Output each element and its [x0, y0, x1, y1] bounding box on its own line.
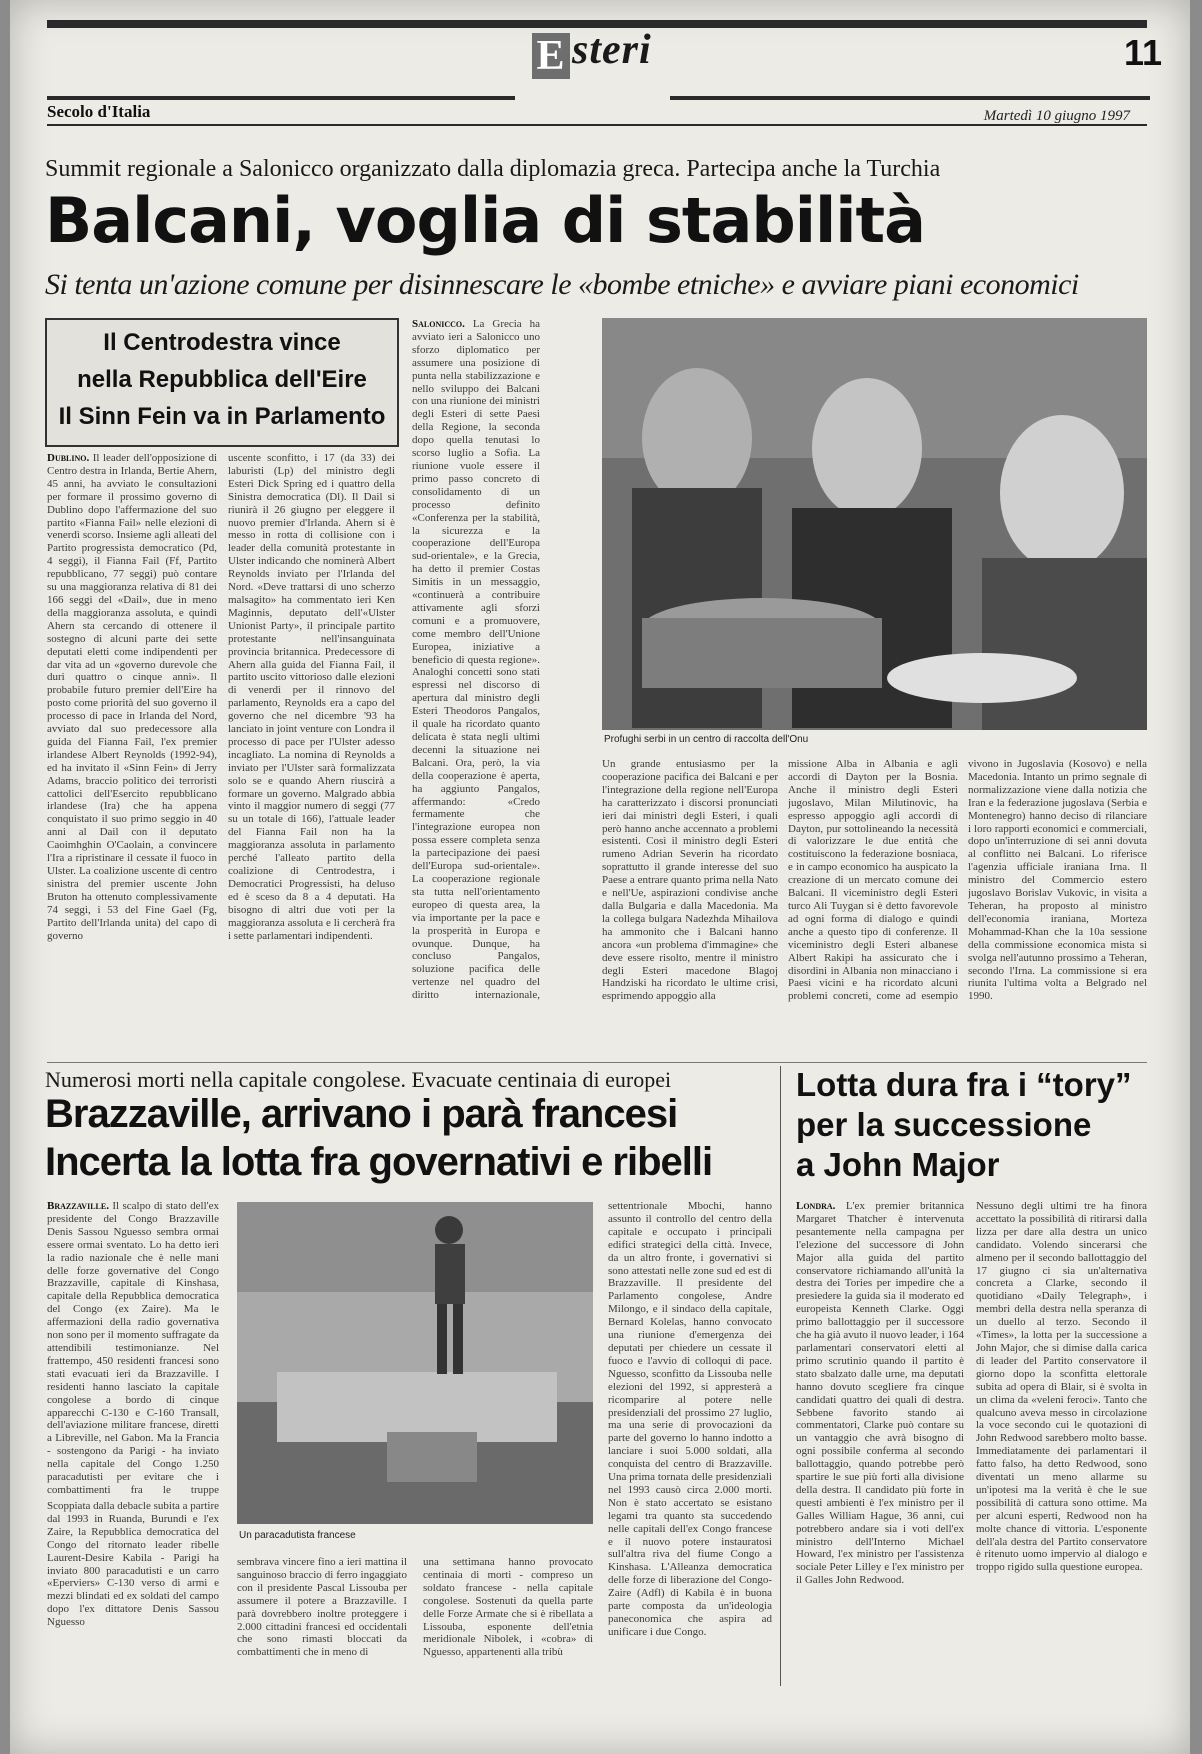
paratrooper-photo-illustration — [237, 1202, 593, 1524]
masthead-rule-right — [670, 96, 1150, 100]
congo-column-3 — [608, 1200, 772, 1688]
lead-headline: Balcani, voglia di stabilità — [45, 184, 925, 257]
refugees-photo-caption: Profughi serbi in un centro di raccolta dell'Onu — [604, 734, 809, 745]
masthead-rule-left — [47, 96, 515, 100]
congo-column-1 — [47, 1200, 219, 1496]
tory-column-2 — [976, 1200, 1147, 1688]
eire-headline-line-1: Il Centrodestra vince — [103, 329, 341, 356]
tory-column-2-text: Nessuno degli ultimi tre ha finora accettato la possibilità di ritirarsi dalla lizza per dare alla destra un unico candidato. Volendo sincerarsi che almeno per il secondo ballottaggio del 17 giugno ci sia un'alternativa concreta a Clarke, secondo il quotidiano «Daily Telegraph», i membri della destra nella speranza di un duello al terzo. Secondo il «Times», la lotta per la successione a John Major, che si dimise dalla carica di leader del Partito conservatore il giorno dopo la sconfitta elettorale subita ad opera di Blair, si è svolta in un clima da «veleni feroci». Tanto che qualcuno aveva messo in circolazione la voce secondo cui le quotazioni di John Redwood sarebbero molto basse. Immediatamente dei parlamentari il fatto falso, ha detto Redwood, sono diventati un meno allarme su un'ipotesi ma la verità è che le sue possibilità di cattura sono ottime. Ma per alcuni esperti, Redwood non ha molte chance di vittoria. L'esponente dell'ala destra del Partito conservatore è ritenuto uomo impervio al dialogo e troppo rigido sulla questione europea. — [976, 1200, 1147, 1574]
lead-dateline: Salonicco. — [412, 318, 465, 330]
congo-column-4-text: una settimana hanno provocato centinaia di morti - compreso un soldato francese - nella capitale congolese. Sostenuti da quella parte delle Forze Armate che si è ribellata a Lissouba, esponente dell'etnia meridionale Nibolek, i «cobra» di Nguesso, appartenenti alla tribù — [423, 1556, 593, 1659]
paratrooper-photo-caption: Un paracadutista francese — [239, 1530, 356, 1541]
lead-column-1-text: La Grecia ha avviato ieri a Salonicco uno sforzo diplomatico per assumere una posizione di punta nella stabilizzazione e nello sviluppo dei Balcani con una riunione dei ministri degli Esteri di sette Paesi della Regione, la seconda dopo quella tenutasi lo scorso luglio a Sofia. La riunione vuole essere il primo passo concreto di consolidamento di un processo definito «Conferenza per la stabilità, la sicurezza e la cooperazione dell'Europa sud-orientale», e la Grecia, ha detto il premier Costas Simitis in un messaggio, «continuerà a contribuire attivamente agli sforzi comuni e a promuovere, come membro dell'Unione Europea, iniziative a beneficio di questa regione». Analoghi concetti sono stati espressi nel discorso di apertura dal ministro degli Esteri Theodoros Pangalos, il quale ha ricordato quanto delicata è stata negli ultimi decenni la situazione nei Balcani. Ora, però, la via della cooperazione è aperta, ha aggiunto Pangalos, affermando: «Credo fermamente che l'integrazione europea non possa essere completa senza la partecipazione dei paesi dell'Europa sud-orientale». La cooperazione regionale sta tutta nell'orientamento europeo di questa area, la via importante per la pace e la prosperità in Europa e ovunque. Dunque, ha concluso Pangalos, soluzione pacifica delle vertenze nel quadro del diritto internazionale, — [412, 318, 540, 1002]
tory-headline-line-2: per la successione — [796, 1106, 1092, 1143]
eire-column-2-text: uscente sconfitto, i 17 (da 33) dei laburisti (Lp) del ministro degli Esteri Dick Spring ed i quattro della Sinistra democratica (Dl). Il Dail si riunirà il 26 giugno per eleggere il nuovo premier d'Irlanda. Ahern si è messo in rotta di collisione con i leader della comunità protestante in Ulster indicando che nominerà Albert Reynolds inviato per l'Irlanda del Nord. «Deve trattarsi di uno scherzo malsagito» ha commentato ieri Ken Maginnis, deputato dell'«Ulster Unionist Party», il principale partito protestante nell'insanguinata provincia britannica. Predecessore di Ahern alla guida del Fianna Fail, il partito uscito vittorioso dalle elezioni di venerdì per il rinnovo del parlamento, Reynolds era a capo del governo che nel dicembre '93 ha lanciato in joint venture con Londra il processo di pace per l'Ulster adesso incagliato. La nomina di Reynolds a inviato per l'Ulster sarà formalizzata solo se e quando Ahern riuscirà a formare un governo. Malgrado abbia vinto il maggior numero di seggi (77 su un totale di 166), l'attuale leader del Fianna Fail non ha la maggioranza assoluta in parlamento perché l'alleato partito della coalizione di Centrodestra, i Democratici Progressisti, ha deluso ed è sceso da 8 a 4 deputati. Ha bisogno di altri due voti per la maggioranza assoluta e li cercherà fra i sette parlamentari indipendenti. — [228, 452, 395, 942]
lead-subhead: Si tenta un'azione comune per disinnescare le «bombe etniche» e avviare piani economici — [45, 268, 1079, 301]
tory-headline-line-3: a John Major — [796, 1146, 1000, 1183]
eire-dateline: Dublino. — [47, 452, 90, 464]
congo-column-4 — [423, 1556, 593, 1688]
refugees-photo-illustration — [602, 318, 1147, 730]
lead-column-1 — [412, 318, 540, 1004]
tory-column-1-text: L'ex premier britannica Margaret Thatcher è intervenuta pesantemente nella campagna per l'elezione del successore di John Major alla guida del partito conservatore richiamando all'unità la destra dei Tories per impedire che a presiedere la guida sia il moderato ed europeista Kenneth Clarke. Oggi primo ballottaggio per il successore che ha già avuto il nuovo leader, i 164 parlamentari conservatori eletti al primo scrutinio quando il partito è stato sbalzato dalle urne, ma deputati hanno dovuto scegliere fra cinque candidati quattro dei quali di destra. Sebbene favorito stando ai commentatori, Clarke può contare su un vantaggio che avrà bisogno di ogni possibile conferma al secondo ballottaggio, quando potrebbe però spartire le sue più forti alla divisione della destra. Il candidato più forte in questi ambienti è l'ex ministro per il Galles William Hague, 36 anni, cui potrebbero andare sia i voti dell'ex ministro dell'Interno Michael Howard, l'ex ministro per l'assistenza sociale Peter Lilley e l'ex ministro per il Galles John Redwood. — [796, 1200, 964, 1587]
tory-dateline: Londra. — [796, 1200, 836, 1212]
vertical-divider — [780, 1066, 781, 1686]
lead-column-4-text: vivono in Jugoslavia (Kosovo) e nella Macedonia. Intanto un primo segnale di normalizzazione viene dalla notizia che Iran e la federazione jugoslava (Serbia e Montenegro) hanno deciso di rilanciare i loro rapporti economici e commerciali, dopo un'interruzione di sei anni dovuta al conflitto nei Balcani. Lo riferisce l'agenzia ufficiale iraniana Irna. Il ministro del Commercio estero jugoslavo Borislav Vukovic, in visita a Teheran, ha proposto al ministro dell'economia iraniana, Morteza Mohammad-Khan che la 10a sessione della commissione economica mista si svolga nell'autunno prossimo a Teheran, secondo l'Irna. La commissione si era riunita l'ultima volta a Belgrado nel 1990. — [968, 758, 1147, 1003]
section-divider — [47, 1062, 1147, 1063]
lead-kicker: Summit regionale a Salonicco organizzato dalla diplomazia greca. Partecipa anche la Turchia — [45, 156, 941, 182]
congo-column-2 — [237, 1556, 407, 1688]
lead-column-4 — [968, 758, 1147, 1004]
congo-headline — [45, 1090, 712, 1186]
congo-kicker: Numerosi morti nella capitale congolese. Evacuate centinaia di europei — [45, 1067, 672, 1092]
newspaper-page — [10, 0, 1190, 1754]
section-label-tail: steri — [572, 27, 652, 73]
eire-column-1-text: Il leader dell'opposizione di Centro destra in Irlanda, Bertie Ahern, 45 anni, ha avviato le consultazioni per formare il prossimo governo di Dublino dopo l'affermazione del suo partito «Fianna Fail» nelle elezioni di venerdì scorso. Insieme agli alleati del Partito progressista democratico (Pd, 4 seggi), il Fianna Fail (Ff, Partito repubblicano, 77 seggi) può contare su una maggioranza relativa di 81 dei 166 seggi del «Dail», due in meno della maggioranza assoluta, e quindi Ahern sta cercando di ottenere il sostegno di alcuni parte dei sette deputati eletti come indipendenti per dar vita ad un «governo durevole che duri quattro o cinque anni». Il probabile futuro premier dell'Eire ha posto come priorità del suo governo il processo di pace in Irlanda del Nord, avviato dal suo predecessore alla guida del Fianna Fail, l'ex premier irlandese Albert Reynolds (1992-94), ed ha invitato il «Sinn Fein» di Jerry Adams, braccio politico dei terroristi cattolici dell'Esercito repubblicano irlandese (Ira) che ha appena conquistato il suo primo seggio in 40 anni al Dail con il deputato Caoimhghin O'Caolain, a convincere l'Ira a ripristinare il cessate il fuoco in Ulster. La coalizione uscente di centro sinistra del premier uscente John Bruton ha ottenuto complessivamente 74 seggi, i 53 del Fine Gael (Fg, Partito dell'Irlanda unita) del capo di governo — [47, 452, 217, 942]
congo-column-1b — [47, 1500, 219, 1688]
congo-dateline: Brazzaville. — [47, 1200, 109, 1212]
congo-column-1b-text: Scoppiata dalla debacle subita a partire dal 1993 in Ruanda, Burundi e l'ex Zaire, la Repubblica democratica del Congo del ritornato leader ribelle Laurent-Desire Kabila - Parigi ha inviato 800 paracadutisti e un carro «Eperviers» C-130 verso di armi e mezzi blindati ed ex soldati del campo dopo l'ex dittatore Denis Sassou Nguesso — [47, 1500, 219, 1629]
masthead-bottom-rule — [47, 124, 1147, 126]
eire-headline-line-3: Il Sinn Fein va in Parlamento — [58, 403, 386, 430]
section-title — [532, 26, 652, 79]
eire-column-2 — [228, 452, 395, 1004]
refugees-photo — [602, 318, 1147, 730]
lead-column-3 — [788, 758, 958, 1004]
newspaper-name: Secolo d'Italia — [47, 102, 151, 121]
congo-headline-line-1: Brazzaville, arrivano i parà francesi — [45, 1092, 678, 1136]
lead-column-3-text: missione Alba in Albania e agli accordi di Dayton per la Bosnia. Anche il ministro degli Esteri jugoslavo, Milan Milutinovic, ha espresso appoggio agli accordi di Dayton, pur sottolineando la necessità di valorizzare le due entità che costituiscono la federazione bosniaca, e in campo economico ha auspicato la creazione di un mercato comune dei Balcani. Il viceministro degli Esteri turco Ali Tuygan si è detto favorevole ad ogni forma di dialogo e quindi anche a questo tipo di conferenze. Il viceministro degli Esteri albanese Albert Rakipi ha assicurato che i disordini in Albania non minacciano i Paesi vicini e ha ricordato alcuni problemi concreti, come ad esempio — [788, 758, 958, 1003]
lead-column-2-text: Un grande entusiasmo per la cooperazione pacifica dei Balcani e per l'integrazione della regione nell'Europa ha caratterizzato i discorsi pronunciati ieri dai ministri degli Esteri, i quali però hanno anche accennato a problemi esistenti. Così il ministro degli Esteri rumeno Adrian Severin ha ricordato soprattutto il grande interesse del suo Paese a entrare quanto prima nella Nato e nell'Ue, aspirazioni condivise anche dalla Bulgaria e dalla Macedonia. Ma la collega bulgara Nadezhda Mihailova ha ammonito che i Balcani hanno ancora «un problema d'immagine» che deve essere risolto, mentre il ministro degli Esteri macedone Blagoj Handziski ha ricordato le ultime crisi, esprimendo appoggio alla — [602, 758, 778, 1003]
tory-headline-line-1: Lotta dura fra i “tory” — [796, 1066, 1132, 1103]
tory-column-1 — [796, 1200, 964, 1688]
congo-column-2-text: sembrava vincere fino a ieri mattina il sanguinoso braccio di ferro ingaggiato con il presidente Pascal Lissouba per assumere il potere a Brazzaville. I parà dovrebbero inoltre proteggere i 2.000 cittadini francesi ed occidentali che sono rimasti bloccati da combattimenti che in meno di — [237, 1556, 407, 1659]
page-number: 11 — [1123, 32, 1162, 73]
tory-headline — [796, 1065, 1132, 1185]
issue-date: Martedì 10 giugno 1997 — [983, 108, 1130, 124]
section-letter-block: E — [532, 33, 570, 79]
lead-column-2 — [602, 758, 778, 1004]
eire-headline-box — [45, 318, 399, 447]
congo-headline-line-2: Incerta la lotta fra governativi e ribelli — [45, 1140, 713, 1184]
congo-column-3-text: settentrionale Mbochi, hanno assunto il controllo del centro della capitale e occupato i principali edifici strategici della città. Invece, da un altro fronte, i governativi si sono attestati nelle zone sud ed est di Brazzaville. Il presidente del Parlamento congolese, Andre Milongo, e il sindaco della capitale, Bernard Kolelas, hanno convocato una riunione d'emergenza dei deputati per chiedere un cessate il fuoco e l'avvio di colloqui di pace. Nguesso, sconfitto da Lissouba nelle elezioni del 1992, si appresterà a ricomparire al potere nelle presidenziali del prossimo 27 luglio, ma una serie di provocazioni da parte del governo lo hanno indotto a lanciare i suoi 5.000 soldati, alla conquista del centro di Brazzaville. Una prima tornata delle presidenziali nel 1993 causò circa 2.000 morti. Non è stato accertato se esistano legami tra quanto sta succedendo nelle capitali dell'ex Congo francese e il nuovo potere instauratosi sull'altra riva del fiume Congo a Kinshasa. L'Alleanza democratica delle forze di liberazione del Congo-Zaire (Adfl) di Kabila è in buona parte composta da un'ideologia paneconomica che aspira ad unificare i due Congo. — [608, 1200, 772, 1638]
paratrooper-photo — [237, 1202, 593, 1524]
eire-column-1 — [47, 452, 217, 1004]
congo-column-1-text: Il scalpo di stato dell'ex presidente del Congo Brazzaville Denis Sassou Nguesso sembra ormai essere ormai sventato. Lo ha detto ieri la radio nazionale che è nelle mani delle forze governative del Congo Brazzaville, capitale di Kinshasa, capitale della Repubblica democratica del Congo (ex Zaire). Ma le affermazioni della radio governativa non sono per il momento suffragate da attendibili testimonianze. Nel frattempo, 450 residenti francesi sono stati evacuati ieri da Brazzaville. I residenti hanno lasciato la capitale congolese a bordo di cinque apparecchi C-130 e C-160 Transall, dell'aviazione militare francese, diretti a Libreville, nel Gabon. Ma la Francia - sostengono da Parigi - ha inviato nella capitale del Congo 1.250 paracadutisti per evitare che i combattimenti fra le truppe — [47, 1200, 219, 1496]
eire-headline-line-2: nella Repubblica dell'Eire — [77, 366, 367, 393]
